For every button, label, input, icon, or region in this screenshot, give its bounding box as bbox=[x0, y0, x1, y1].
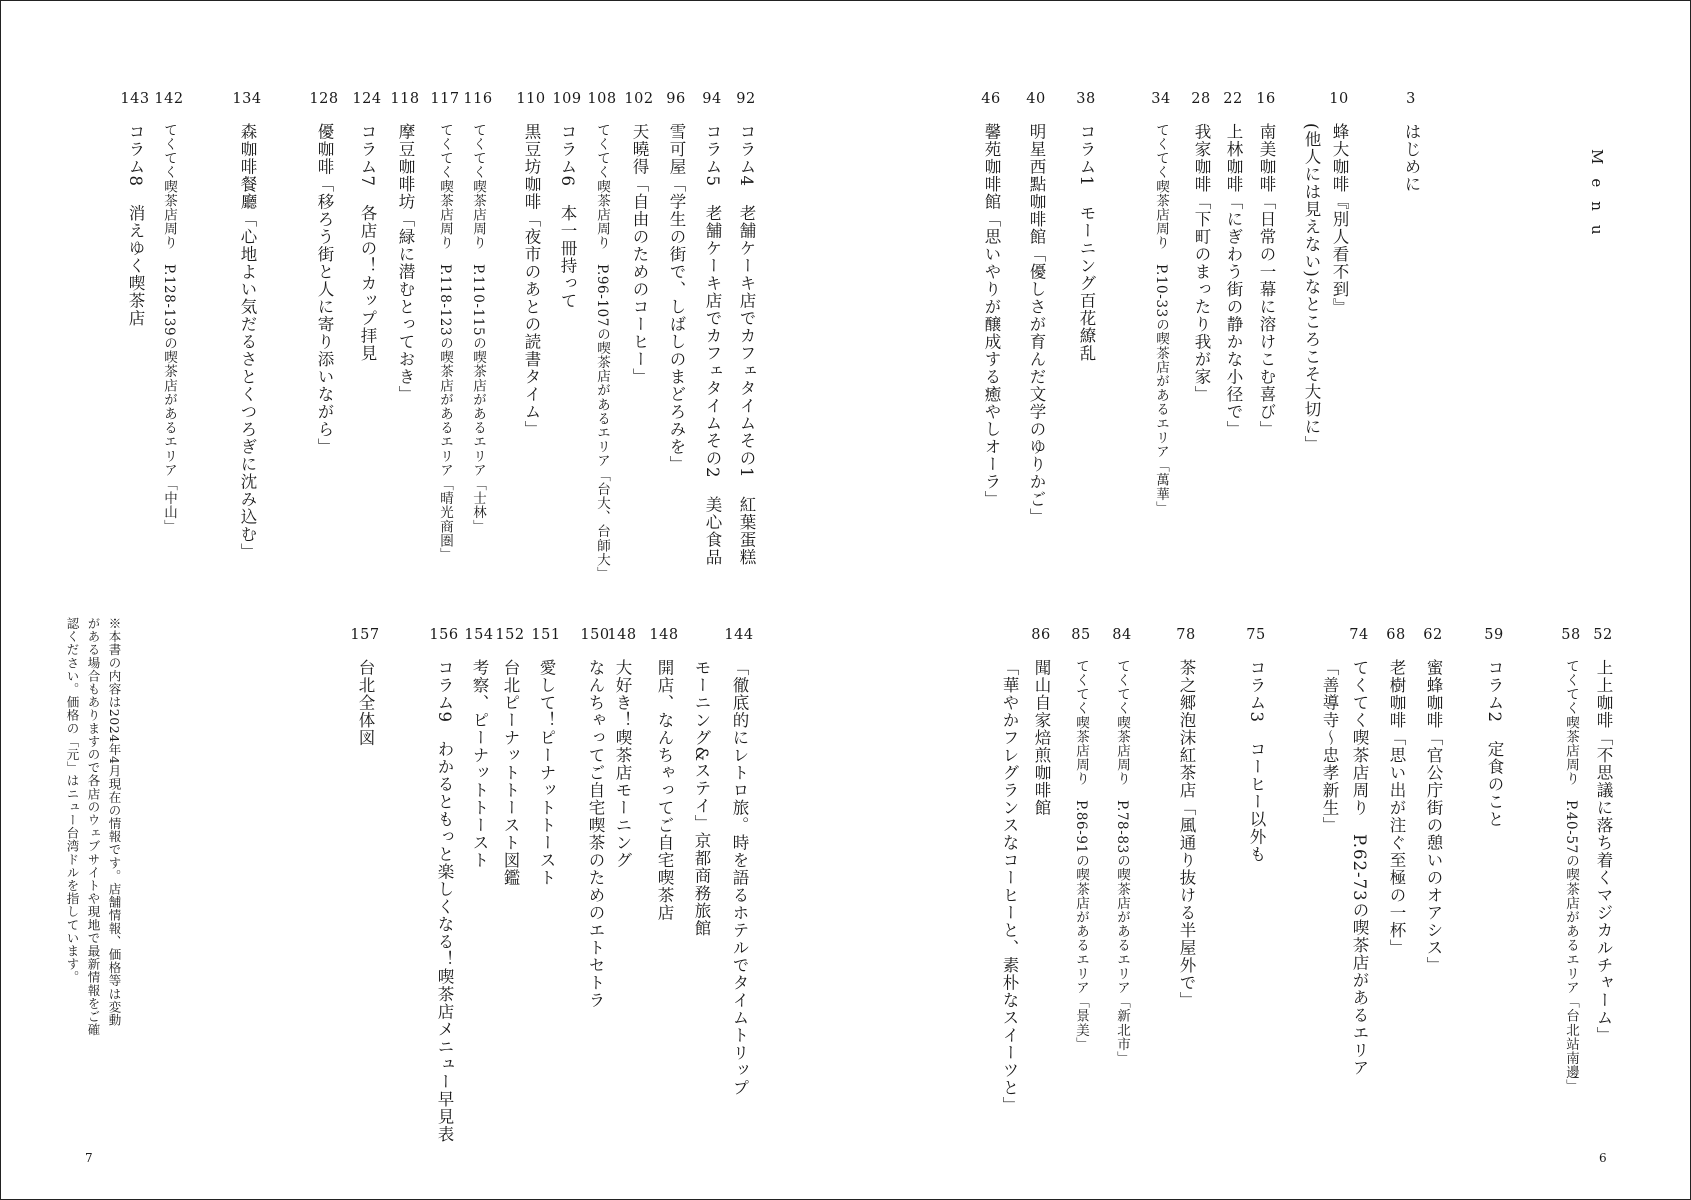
toc-page-number: 84 bbox=[1112, 627, 1132, 643]
toc-entry-title[interactable]: 老樹咖啡「思い出が注ぐ至極の一杯」 bbox=[1387, 659, 1406, 957]
toc-entry-title[interactable]: てくてく喫茶店周り P.78‐83の喫茶店があるエリア「新北市」 bbox=[1114, 659, 1130, 1066]
toc-entry-title[interactable]: コラム2 定食のこと bbox=[1485, 659, 1504, 828]
toc-entry-title[interactable]: てくてく喫茶店周り P.40‐57の喫茶店があるエリア「台北站南邊」 bbox=[1563, 659, 1579, 1094]
toc-page-number: 86 bbox=[1031, 627, 1051, 643]
toc-entry-title[interactable]: コラム1 モーニング百花繚乱 bbox=[1077, 123, 1096, 362]
toc-page-number: 34 bbox=[1151, 91, 1171, 107]
toc-entry-title[interactable]: てくてく喫茶店周り P.118‐123の喫茶店があるエリア「晴光商圏」 bbox=[437, 123, 453, 562]
toc-entry-title[interactable]: コラム3 コーヒー以外も bbox=[1247, 659, 1266, 863]
toc-page-number: 154 bbox=[464, 627, 494, 643]
toc-page-number: 92 bbox=[736, 91, 756, 107]
toc-entry-title[interactable]: 茶之郷泡沫紅茶店「風通り抜ける半屋外で」 bbox=[1177, 659, 1196, 1009]
toc-page-number: 152 bbox=[495, 627, 525, 643]
toc-entry-title[interactable]: 南美咖啡「日常の一幕に溶けこむ喜び」 bbox=[1257, 123, 1276, 438]
toc-entry-title[interactable]: 愛して！ピーナットトースト bbox=[537, 659, 556, 887]
toc-entry-title[interactable]: なんちゃってご自宅喫茶のためのエトセトラ bbox=[586, 659, 605, 1009]
toc-page-number: 40 bbox=[1026, 91, 1046, 107]
toc-page-number: 148 bbox=[649, 627, 679, 643]
toc-page-number: 157 bbox=[350, 627, 380, 643]
toc-page-number: 78 bbox=[1176, 627, 1196, 643]
toc-page-number: 151 bbox=[531, 627, 561, 643]
toc-page-number: 118 bbox=[390, 91, 420, 107]
toc-entry-title[interactable]: コラム8 消えゆく喫茶店 bbox=[126, 123, 145, 327]
toc-entry-title[interactable]: てくてく喫茶店周り P.62‐73の喫茶店があるエリア bbox=[1350, 659, 1369, 1077]
toc-entry-title[interactable]: 考察、ピーナットトースト bbox=[470, 659, 489, 869]
toc-entry-title[interactable]: 「徹底的にレトロ旅。時を語るホテルでタイムトリップ bbox=[730, 659, 749, 1097]
toc-page-number: 59 bbox=[1484, 627, 1504, 643]
toc-page-number: 85 bbox=[1071, 627, 1091, 643]
toc-page-number: 144 bbox=[724, 627, 754, 643]
menu-heading: Menu bbox=[1588, 149, 1606, 249]
toc-entry-title[interactable]: 雪可屋「学生の街で、しばしのまどろみを」 bbox=[667, 123, 686, 473]
toc-entry-title[interactable]: 蜂大咖啡『別人看不到』 bbox=[1330, 123, 1349, 316]
toc-entry-title[interactable]: 台北全体図 bbox=[356, 659, 375, 747]
toc-page-number: 38 bbox=[1076, 91, 1096, 107]
toc-entry-title[interactable]: 上林咖啡「にぎわう街の静かな小径で」 bbox=[1224, 123, 1243, 438]
toc-entry-title[interactable]: 天曉得「自由のためのコーヒー」 bbox=[630, 123, 649, 386]
toc-entry-title[interactable]: てくてく喫茶店周り P.10‐33の喫茶店があるエリア「萬華」 bbox=[1153, 123, 1169, 516]
toc-entry-title[interactable]: 上上咖啡「不思議に落ち着くマジカルチャーム」 bbox=[1594, 659, 1613, 1044]
toc-page-number: 116 bbox=[463, 91, 493, 107]
toc-entry-title[interactable]: 森咖啡餐廳「心地よい気だるさとくつろぎに沈み込む」 bbox=[238, 123, 257, 561]
toc-page-number: 52 bbox=[1593, 627, 1613, 643]
toc-page-number: 124 bbox=[352, 91, 382, 107]
toc-entry-title[interactable]: 黒豆坊咖啡「夜市のあとの読書タイム」 bbox=[522, 123, 541, 438]
toc-page-number: 128 bbox=[309, 91, 339, 107]
toc-entry-title[interactable]: はじめに bbox=[1402, 123, 1421, 193]
toc-entry-title[interactable]: てくてく喫茶店周り P.110‐115の喫茶店があるエリア「士林」 bbox=[470, 123, 486, 534]
toc-page-number: 10 bbox=[1329, 91, 1349, 107]
toc-page-number: 62 bbox=[1423, 627, 1443, 643]
toc-page-number: 143 bbox=[120, 91, 150, 107]
toc-page-number: 142 bbox=[154, 91, 184, 107]
footnote: ※本書の内容は2024年4月現在の情報です。店舗情報、価格等は変動がある場合もありますので各店のウェブサイトや現地で最新情報をご確認ください。価格の「元」はニュー台湾ドルを指しています。 bbox=[65, 617, 122, 1037]
toc-entry-title[interactable]: モーニング&ステイ」京都商務旅館 bbox=[692, 659, 711, 938]
toc-entry-title[interactable]: 蜜蜂咖啡「官公庁街の憩いのオアシス」 bbox=[1424, 659, 1443, 974]
toc-entry-title[interactable]: 優咖啡「移ろう街と人に寄り添いながら」 bbox=[315, 123, 334, 456]
toc-entry-title[interactable]: コラム5 老舗ケーキ店でカフェタイムその2 美心食品 bbox=[703, 123, 722, 566]
toc-entry-title[interactable]: 馨苑咖啡館「思いやりが醸成する癒やしオーラ」 bbox=[982, 123, 1001, 508]
toc-page-number: 22 bbox=[1223, 91, 1243, 107]
folio-right: 6 bbox=[1599, 1151, 1607, 1165]
toc-page-number: 28 bbox=[1191, 91, 1211, 107]
toc-page-number: 108 bbox=[587, 91, 617, 107]
toc-entry-title[interactable]: てくてく喫茶店周り P.128‐139の喫茶店があるエリア「中山」 bbox=[161, 123, 177, 534]
toc-entry-title[interactable]: 我家咖啡「下町のまったり我が家」 bbox=[1192, 123, 1211, 403]
toc-entry-title[interactable]: 明星西點咖啡館「優しさが育んだ文学のゆりかご」 bbox=[1027, 123, 1046, 526]
toc-page-number: 16 bbox=[1256, 91, 1276, 107]
toc-page-number: 102 bbox=[624, 91, 654, 107]
toc-page-number: 110 bbox=[516, 91, 546, 107]
toc-page-number: 75 bbox=[1246, 627, 1266, 643]
toc-entry-title[interactable]: 聞山自家焙煎咖啡館 bbox=[1032, 659, 1051, 817]
toc-page-number: 150 bbox=[580, 627, 610, 643]
toc-page-number: 117 bbox=[430, 91, 460, 107]
toc-page-number: 68 bbox=[1386, 627, 1406, 643]
toc-page-number: 156 bbox=[429, 627, 459, 643]
toc-entry-title[interactable]: 台北ピーナットトースト図鑑 bbox=[501, 659, 520, 887]
toc-page-number: 148 bbox=[607, 627, 637, 643]
toc-entry-title[interactable]: てくてく喫茶店周り P.86‐91の喫茶店があるエリア「景美」 bbox=[1073, 659, 1089, 1052]
toc-page-number: 109 bbox=[552, 91, 582, 107]
toc-page-number: 58 bbox=[1561, 627, 1581, 643]
toc-entry-title[interactable]: コラム6 本一冊持って bbox=[558, 123, 577, 310]
folio-left: 7 bbox=[85, 1151, 93, 1165]
toc-entry-title[interactable]: コラム4 老舗ケーキ店でカフェタイムその1 紅葉蛋糕 bbox=[737, 123, 756, 566]
toc-page-number: 96 bbox=[666, 91, 686, 107]
toc-page-number: 134 bbox=[232, 91, 262, 107]
toc-entry-title[interactable]: 開店、なんちゃってご自宅喫茶店 bbox=[655, 659, 674, 922]
toc-page-number: 94 bbox=[702, 91, 722, 107]
toc-page-number: 74 bbox=[1349, 627, 1369, 643]
toc-entry-title[interactable]: 「華やかフレグランスなコーヒーと、素朴なスイーツと」 bbox=[1000, 659, 1019, 1114]
toc-entry-title[interactable]: 大好き！喫茶店モーニング bbox=[613, 659, 632, 869]
toc-entry-title[interactable]: 「善導寺～忠孝新生」 bbox=[1320, 659, 1339, 834]
toc-entry-title[interactable]: てくてく喫茶店周り P.96‐107の喫茶店があるエリア「台大、台師大」 bbox=[594, 123, 610, 581]
toc-entry-title[interactable]: (他人には見えない)なところこそ大切に」 bbox=[1302, 123, 1321, 453]
toc-page-number: 46 bbox=[981, 91, 1001, 107]
toc-page-number: 3 bbox=[1406, 91, 1416, 107]
toc-entry-title[interactable]: コラム7 各店の！カップ拝見 bbox=[358, 123, 377, 362]
toc-entry-title[interactable]: 摩豆咖啡坊「緑に潜むとっておき」 bbox=[396, 123, 415, 403]
toc-entry-title[interactable]: コラム9 わかるともっと楽しくなる！喫茶店メニュー早見表 bbox=[435, 659, 454, 1143]
